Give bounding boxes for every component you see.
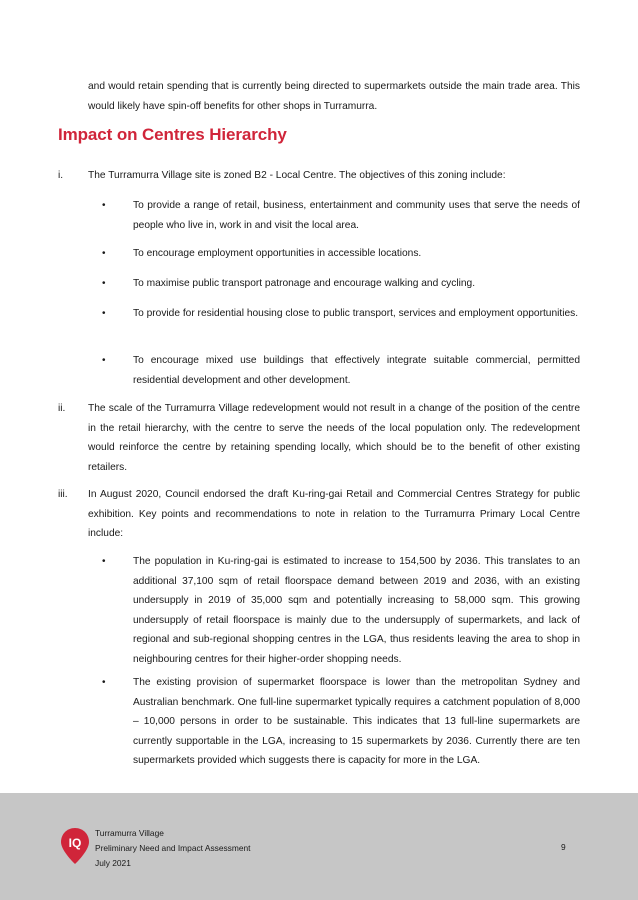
bullet-dot: • [102,248,106,259]
page-footer [0,793,638,900]
bullet-dot: • [102,308,106,319]
item-number: iii. [58,489,68,500]
item-text: In August 2020, Council endorsed the draft Ku-ring-gai Retail and Commercial Centres Strategy for public exhibition. Key points and recommendations to note in relation to the Turramurra Primary Local Centre include: [88,489,580,539]
bullet-text: To encourage employment opportunities in accessible locations. [133,248,422,259]
bullet-text: To provide for residential housing close to public transport, services and employment opportunities. [133,308,579,319]
bullet-dot: • [102,278,106,289]
logo-text: IQ [68,836,82,850]
bullet-dot: • [102,677,106,688]
iq-logo-icon [60,827,90,865]
intro-paragraph: and would retain spending that is currently being directed to supermarkets outside the main trade area. This would likely have spin-off benefits for other shops in Turramurra. [88,81,580,112]
page-number: 9 [561,842,566,852]
bullet-text: To encourage mixed use buildings that effectively integrate suitable commercial, permitted residential development and other development. [133,355,580,386]
item-number: i. [58,170,64,181]
footer-date: July 2021 [95,858,131,868]
footer-document-info [95,826,250,871]
bullet-dot: • [102,355,106,366]
bullet-text: The existing provision of supermarket floorspace is lower than the metropolitan Sydney and Australian benchmark. One full-line supermarket typically requires a catchment population of 8,000 – 10,000 persons in order to be sustainable. This indicates that 13 full-line supermarkets are currently supportable in the LGA, increasing to 15 supermarkets by 2036. Currently there are ten supermarkets provided which suggests there is capacity for more in the LGA. [133,677,580,766]
bullet-dot: • [102,556,106,567]
section-heading: Impact on Centres Hierarchy [58,125,287,144]
footer-project-name: Turramurra Village [95,828,164,838]
bullet-text: To maximise public transport patronage and encourage walking and cycling. [133,278,476,289]
bullet-text: To provide a range of retail, business, entertainment and community uses that serve the needs of people who live in, work in and visit the local area. [133,200,580,231]
item-text: The scale of the Turramurra Village redevelopment would not result in a change of the position of the centre in the retail hierarchy, with the centre to serve the needs of the local population only. The redevelopment would reinforce the centre by retaining spending locally, which should be to the benefit of other existing retailers. [88,403,580,473]
item-text: The Turramurra Village site is zoned B2 - Local Centre. The objectives of this zoning include: [88,170,506,181]
item-number: ii. [58,403,66,414]
footer-report-title: Preliminary Need and Impact Assessment [95,843,251,853]
bullet-dot: • [102,200,106,211]
bullet-text: The population in Ku-ring-gai is estimated to increase to 154,500 by 2036. This translates to an additional 37,100 sqm of retail floorspace demand between 2019 and 2036, with an existing undersupply in 2019 of 35,000 sqm and potentially increasing to 58,000 sqm. This growing undersupply of retail floorspace is mainly due to the undersupply of supermarkets, and lack of regional and sub-regional shopping centres in the LGA, thus residents leaving the area to shop in neighbouring centres for their higher-order shopping needs. [133,556,580,665]
